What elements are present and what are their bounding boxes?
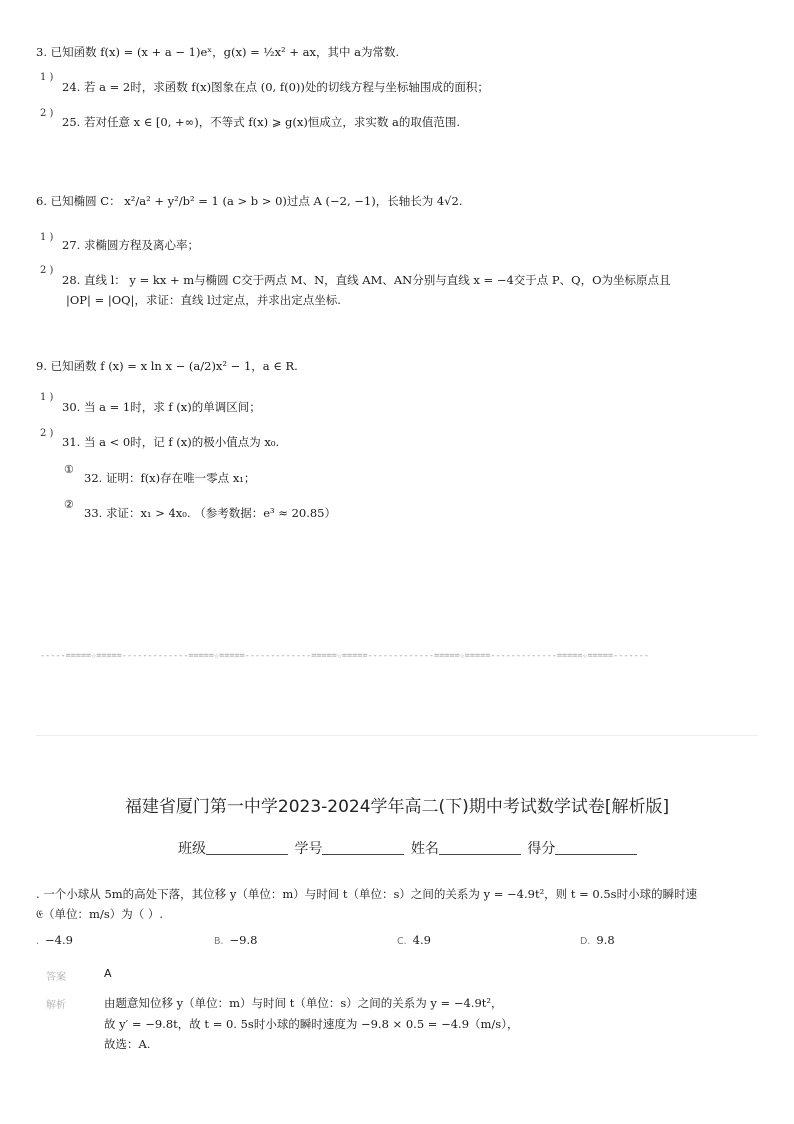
part-marker: 1 ) bbox=[40, 232, 54, 243]
option-a: . −4.9 bbox=[36, 933, 73, 947]
id-label: 学号 bbox=[294, 841, 323, 857]
part-marker: 2 ) bbox=[40, 428, 54, 439]
question-31: 31. 当 a < 0时，记 f (x)的极小值点为 x₀. bbox=[62, 435, 280, 449]
question-1-stem-line1: . 一个小球从 5m的高处下落，其位移 y（单位：m）与时间 t（单位：s）之间的关系为 y = −4.9t²，则 t = 0.5s时小球的瞬时速 bbox=[36, 887, 698, 901]
section-divider: -----=====☆=====-------------=====☆=====-------------=====☆=====-------------=====☆=====-------------=====☆=====------- bbox=[40, 651, 649, 661]
question-1-stem-line2: 𝔈（单位：m/s）为（ ）. bbox=[36, 907, 164, 921]
analysis-line3: 故选：A. bbox=[104, 1037, 151, 1051]
question-28-line1: 28. 直线 l： y = kx + m与椭圆 C交于两点 M、N，直线 AM、AN分别与直线 x = −4交于点 P、Q，O为坐标原点且 bbox=[62, 273, 671, 287]
analysis-tag: 解析 bbox=[46, 1000, 66, 1011]
question-28-line2: |OP| = |OQ|，求证：直线 l过定点，并求出定点坐标. bbox=[66, 293, 341, 307]
name-blank bbox=[439, 840, 521, 855]
analysis-line2: 故 y′ = −9.8t，故 t = 0. 5s时小球的瞬时速度为 −9.8 × 0.5 = −4.9（m/s）， bbox=[104, 1017, 519, 1031]
part-marker: 1 ) bbox=[40, 72, 54, 83]
question-stem-23: 3. 已知函数 f(x) = (x + a − 1)eˣ，g(x) = ½x² + ax，其中 a为常数. bbox=[36, 45, 400, 59]
score-label: 得分 bbox=[527, 841, 556, 857]
analysis-line1: 由题意知位移 y（单位：m）与时间 t（单位：s）之间的关系为 y = −4.9t²， bbox=[104, 996, 503, 1010]
score-blank bbox=[555, 840, 637, 855]
question-30: 30. 当 a = 1时，求 f (x)的单调区间； bbox=[62, 400, 261, 414]
class-blank bbox=[206, 840, 288, 855]
question-25: 25. 若对任意 x ∈ [0, +∞)，不等式 f(x) ⩾ g(x)恒成立，求实数 a的取值范围. bbox=[62, 115, 461, 129]
option-d: D. 9.8 bbox=[580, 933, 615, 947]
question-32: 32. 证明：f(x)存在唯一零点 x₁； bbox=[84, 471, 256, 485]
question-33: 33. 求证：x₁ > 4x₀. （参考数据：e³ ≈ 20.85） bbox=[84, 506, 336, 520]
document-title: 福建省厦门第一中学2023-2024学年高二(下)期中考试数学试卷[解析版] bbox=[124, 797, 670, 817]
option-c: C. 4.9 bbox=[397, 933, 431, 947]
horizontal-rule bbox=[36, 735, 758, 736]
part-marker: 2 ) bbox=[40, 265, 54, 276]
student-info-fields bbox=[178, 838, 639, 858]
answer-value: A bbox=[104, 967, 112, 980]
question-stem-29: 9. 已知函数 f (x) = x ln x − (a/2)x² − 1，a ∈ R. bbox=[36, 359, 298, 373]
question-stem-26: 6. 已知椭圆 C： x²/a² + y²/b² = 1 (a > b > 0)过点 A (−2, −1)，长轴长为 4√2. bbox=[36, 194, 463, 208]
sub-marker: ① bbox=[64, 463, 74, 476]
sub-marker: ② bbox=[64, 498, 74, 511]
part-marker: 1 ) bbox=[40, 392, 54, 403]
class-label: 班级 bbox=[178, 841, 206, 857]
question-27: 27. 求椭圆方程及离心率； bbox=[62, 238, 199, 252]
option-b: B. −9.8 bbox=[214, 933, 258, 947]
name-label: 姓名 bbox=[410, 841, 439, 857]
part-marker: 2 ) bbox=[40, 108, 54, 119]
question-24: 24. 若 a = 2时，求函数 f(x)图象在点 (0, f(0))处的切线方程与坐标轴围成的面积； bbox=[62, 80, 489, 94]
id-blank bbox=[322, 840, 404, 855]
answer-tag: 答案 bbox=[46, 972, 66, 983]
